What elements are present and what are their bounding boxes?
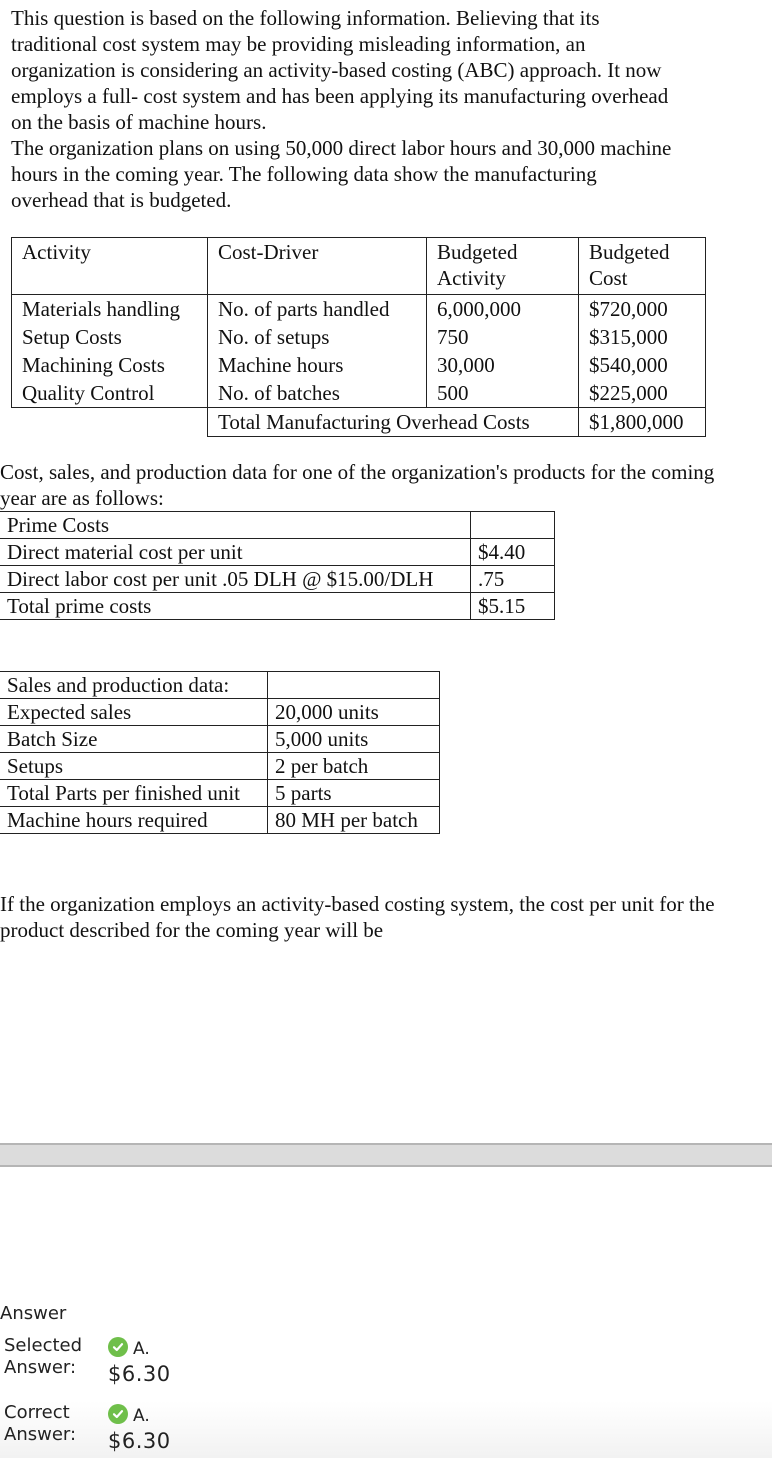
check-icon bbox=[108, 1337, 128, 1357]
intro-line: employs a full- cost system and has been applying its manufacturing overhead bbox=[11, 84, 669, 108]
prime-label: Prime Costs bbox=[0, 512, 471, 539]
table-header-row bbox=[12, 238, 706, 295]
budgeted-activity-cell: 500 bbox=[427, 379, 579, 408]
selected-answer-value: $6.30 bbox=[108, 1362, 171, 1386]
budgeted-cost-cell: $315,000 bbox=[579, 323, 706, 351]
correct-answer-letter: A. bbox=[133, 1406, 150, 1426]
header-text: Activity bbox=[437, 266, 506, 290]
budgeted-activity-cell: 750 bbox=[427, 323, 579, 351]
header-cost-driver: Cost-Driver bbox=[208, 238, 427, 295]
table-row bbox=[12, 295, 706, 324]
sales-label: Setups bbox=[0, 753, 268, 780]
total-value: $1,800,000 bbox=[579, 408, 706, 437]
budgeted-activity-cell: 6,000,000 bbox=[427, 295, 579, 324]
table-row bbox=[0, 539, 555, 566]
activity-cell: Quality Control bbox=[12, 379, 208, 408]
table-row bbox=[0, 753, 440, 780]
section-divider bbox=[0, 1143, 772, 1167]
header-text: Budgeted bbox=[437, 240, 518, 264]
table-row bbox=[0, 566, 555, 593]
table-row bbox=[12, 323, 706, 351]
question-prompt bbox=[0, 891, 772, 943]
intro-line: The organization plans on using 50,000 direct labor hours and 30,000 machine bbox=[11, 136, 672, 160]
activity-cell: Machining Costs bbox=[12, 351, 208, 379]
correct-answer-value: $6.30 bbox=[108, 1429, 171, 1453]
sales-label: Expected sales bbox=[0, 699, 268, 726]
prime-label: Total prime costs bbox=[0, 593, 471, 620]
correct-answer-block bbox=[0, 1401, 772, 1458]
prime-label: Direct labor cost per unit .05 DLH @ $15.00/DLH bbox=[0, 566, 471, 593]
sales-label: Batch Size bbox=[0, 726, 268, 753]
sales-production-table bbox=[0, 671, 440, 834]
sales-value: 5,000 units bbox=[268, 726, 440, 753]
table-row bbox=[0, 807, 440, 834]
sales-value: 20,000 units bbox=[268, 699, 440, 726]
paragraph-line: Cost, sales, and production data for one of the organization's products for the coming bbox=[0, 460, 715, 484]
intro-line: organization is considering an activity-based costing (ABC) approach. It now bbox=[11, 58, 662, 82]
sales-label: Total Parts per finished unit bbox=[0, 780, 268, 807]
paragraph-line: year are as follows: bbox=[0, 486, 164, 510]
driver-cell: No. of batches bbox=[208, 379, 427, 408]
intro-line: overhead that is budgeted. bbox=[11, 188, 232, 212]
sales-value: 5 parts bbox=[268, 780, 440, 807]
sales-value bbox=[268, 672, 440, 699]
table-row bbox=[0, 699, 440, 726]
intro-line: hours in the coming year. The following data show the manufacturing bbox=[11, 162, 597, 186]
budgeted-cost-cell: $225,000 bbox=[579, 379, 706, 408]
question-line: product described for the coming year will be bbox=[0, 918, 384, 942]
total-row bbox=[12, 408, 706, 437]
question-line: If the organization employs an activity-based costing system, the cost per unit for the bbox=[0, 892, 715, 916]
question-intro bbox=[11, 5, 751, 213]
selected-answer-label bbox=[4, 1335, 82, 1379]
total-label: Total Manufacturing Overhead Costs bbox=[208, 408, 579, 437]
header-text: Budgeted bbox=[589, 240, 670, 264]
empty-cell bbox=[12, 408, 208, 437]
driver-cell: No. of parts handled bbox=[208, 295, 427, 324]
header-budgeted-cost bbox=[579, 238, 706, 295]
prime-value: .75 bbox=[471, 566, 555, 593]
sales-value: 2 per batch bbox=[268, 753, 440, 780]
header-budgeted-activity bbox=[427, 238, 579, 295]
header-text: Cost bbox=[589, 266, 628, 290]
budgeted-cost-cell: $720,000 bbox=[579, 295, 706, 324]
table-row bbox=[12, 351, 706, 379]
table-row bbox=[0, 672, 440, 699]
selected-answer-letter: A. bbox=[133, 1339, 150, 1359]
sales-value: 80 MH per batch bbox=[268, 807, 440, 834]
table-row bbox=[12, 379, 706, 408]
driver-cell: Machine hours bbox=[208, 351, 427, 379]
prime-value: $4.40 bbox=[471, 539, 555, 566]
driver-cell: No. of setups bbox=[208, 323, 427, 351]
label-text: Answer: bbox=[4, 1424, 77, 1445]
sales-label: Sales and production data: bbox=[0, 672, 268, 699]
prime-costs-table bbox=[0, 511, 555, 620]
cost-data-intro bbox=[0, 459, 772, 511]
table-row bbox=[0, 512, 555, 539]
correct-answer-label bbox=[4, 1402, 76, 1446]
table-row bbox=[0, 593, 555, 620]
label-text: Correct bbox=[4, 1402, 70, 1423]
prime-value bbox=[471, 512, 555, 539]
budgeted-cost-cell: $540,000 bbox=[579, 351, 706, 379]
answer-heading: Answer bbox=[0, 1303, 67, 1324]
activity-cell: Setup Costs bbox=[12, 323, 208, 351]
activity-cost-table bbox=[11, 237, 706, 437]
label-text: Answer: bbox=[4, 1357, 77, 1378]
check-icon bbox=[108, 1404, 128, 1424]
intro-line: on the basis of machine hours. bbox=[11, 110, 267, 134]
budgeted-activity-cell: 30,000 bbox=[427, 351, 579, 379]
table-row bbox=[0, 780, 440, 807]
sales-label: Machine hours required bbox=[0, 807, 268, 834]
table-row bbox=[0, 726, 440, 753]
activity-cell: Materials handling bbox=[12, 295, 208, 324]
label-text: Selected bbox=[4, 1335, 83, 1356]
header-activity: Activity bbox=[12, 238, 208, 295]
prime-label: Direct material cost per unit bbox=[0, 539, 471, 566]
prime-value: $5.15 bbox=[471, 593, 555, 620]
intro-line: traditional cost system may be providing misleading information, an bbox=[11, 32, 586, 56]
intro-line: This question is based on the following information. Believing that its bbox=[11, 6, 600, 30]
